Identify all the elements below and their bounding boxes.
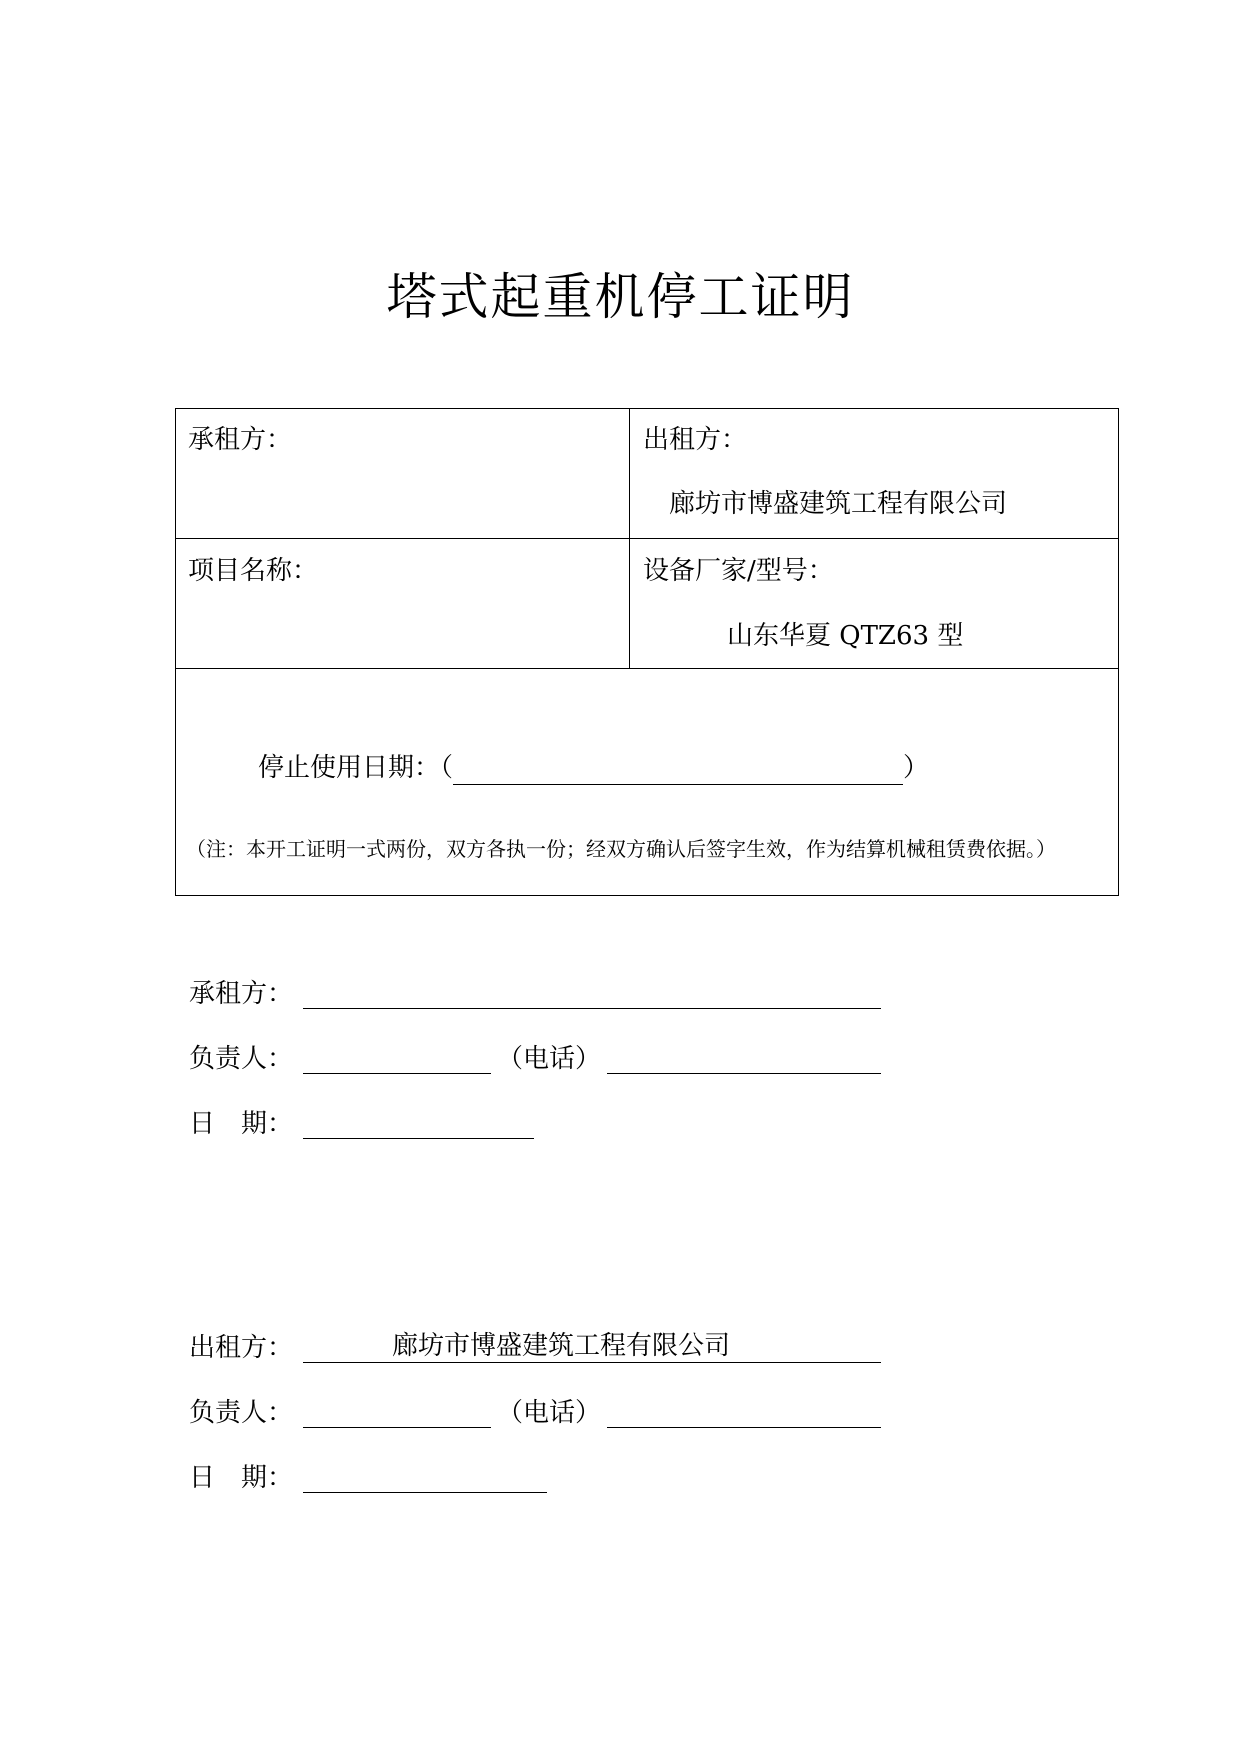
lessor-phone-label: （电话） xyxy=(497,1398,602,1428)
lessee-date-label: 日 期： xyxy=(189,1109,294,1139)
lessor-value: 廊坊市博盛建筑工程有限公司 xyxy=(669,489,1008,519)
table-divider xyxy=(176,538,1118,539)
info-table xyxy=(175,408,1119,896)
lessee-date-blank[interactable] xyxy=(303,1138,534,1139)
stop-date-field[interactable] xyxy=(258,751,929,785)
lessee-person-label: 负责人： xyxy=(189,1044,294,1074)
lessor-party-value: 廊坊市博盛建筑工程有限公司 xyxy=(392,1331,731,1361)
project-name-label: 项目名称： xyxy=(188,556,319,586)
lessee-phone-label: （电话） xyxy=(497,1044,602,1074)
equipment-label: 设备厂家/型号： xyxy=(643,556,834,586)
lessee-party-blank[interactable] xyxy=(303,1008,881,1009)
lessor-person-label: 负责人： xyxy=(189,1398,294,1428)
lessee-phone-blank[interactable] xyxy=(607,1073,881,1074)
page-title: 塔式起重机停工证明 xyxy=(386,268,855,326)
lessor-phone-blank[interactable] xyxy=(607,1427,881,1428)
stop-date-close: ） xyxy=(903,753,930,783)
lessee-label: 承租方： xyxy=(188,425,293,455)
stop-date-label: 停止使用日期：（ xyxy=(258,753,454,783)
table-divider xyxy=(176,668,1118,669)
lessor-label: 出租方： xyxy=(643,425,748,455)
equipment-value: 山东华夏 QTZ63 型 xyxy=(727,621,964,651)
lessee-person-blank[interactable] xyxy=(303,1073,491,1074)
lessee-party-label: 承租方： xyxy=(189,979,294,1009)
lessor-person-blank[interactable] xyxy=(303,1427,491,1428)
table-divider xyxy=(629,409,630,668)
lessor-date-blank[interactable] xyxy=(303,1492,547,1493)
note-text: （注：本开工证明一式两份，双方各执一份；经双方确认后签字生效，作为结算机械租赁费依据。） xyxy=(186,837,1056,861)
lessor-date-label: 日 期： xyxy=(189,1463,294,1493)
lessor-party-label: 出租方： xyxy=(189,1333,294,1363)
stop-date-blank[interactable] xyxy=(453,756,903,785)
